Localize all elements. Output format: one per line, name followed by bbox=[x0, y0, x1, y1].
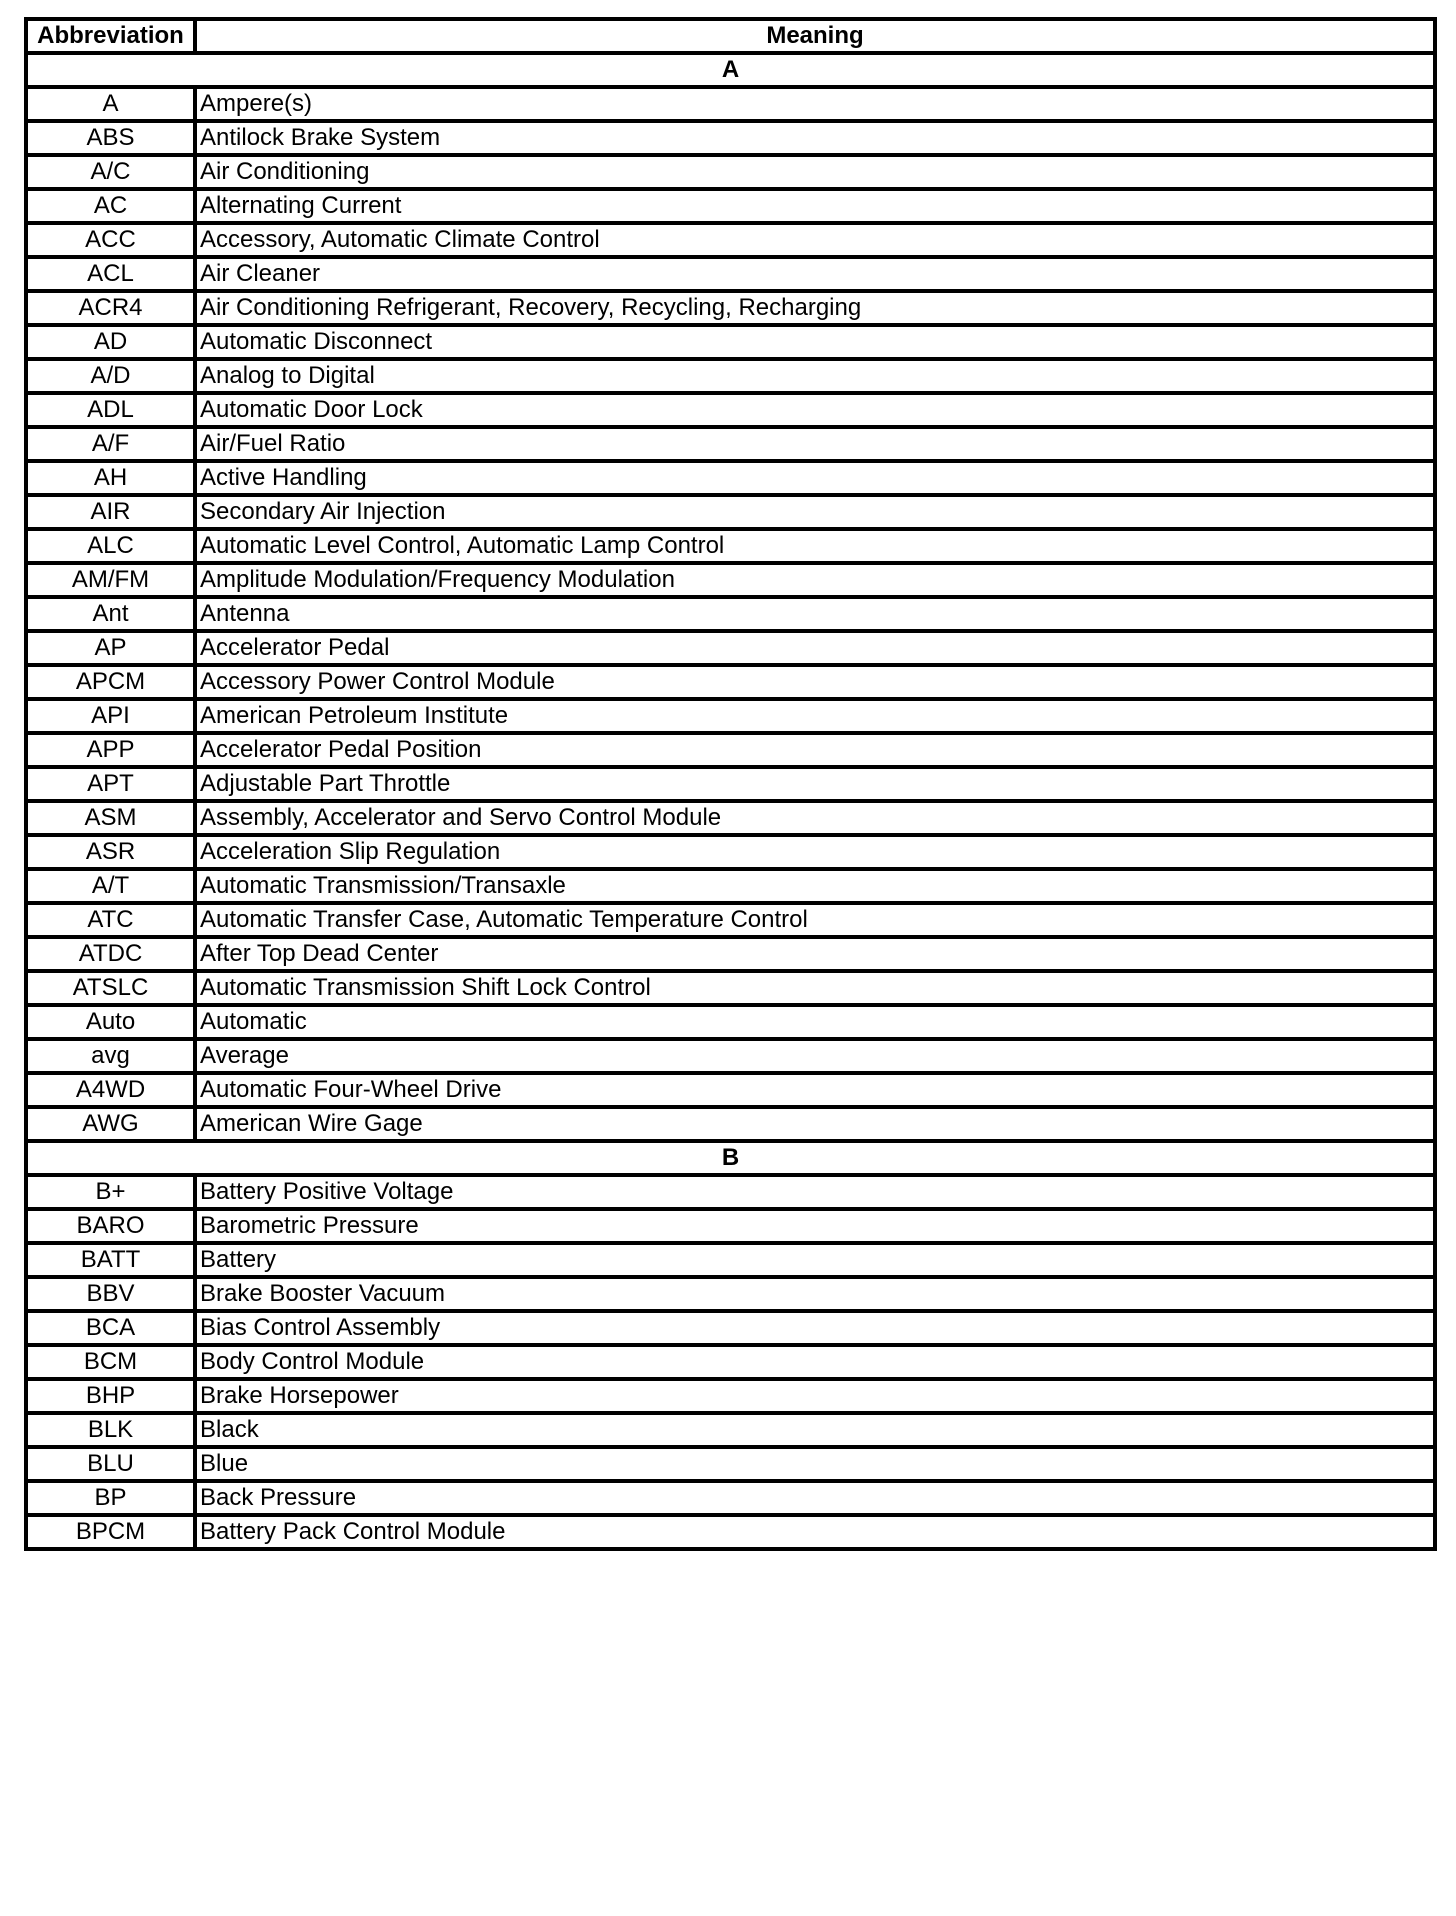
table-row bbox=[26, 937, 1435, 971]
meaning-cell: Automatic Door Lock bbox=[195, 393, 1435, 427]
table-row bbox=[26, 1243, 1435, 1277]
abbreviation-cell: AIR bbox=[26, 495, 195, 529]
table-row bbox=[26, 1107, 1435, 1141]
meaning-cell: Black bbox=[195, 1413, 1435, 1447]
abbreviation-cell: BP bbox=[26, 1481, 195, 1515]
abbreviation-cell: A/C bbox=[26, 155, 195, 189]
table-row bbox=[26, 971, 1435, 1005]
abbreviation-cell: BARO bbox=[26, 1209, 195, 1243]
abbreviation-cell: API bbox=[26, 699, 195, 733]
abbreviation-cell: BATT bbox=[26, 1243, 195, 1277]
table-row bbox=[26, 1073, 1435, 1107]
meaning-cell: Back Pressure bbox=[195, 1481, 1435, 1515]
abbreviation-cell: APCM bbox=[26, 665, 195, 699]
meaning-cell: Alternating Current bbox=[195, 189, 1435, 223]
abbreviation-cell: BPCM bbox=[26, 1515, 195, 1549]
meaning-cell: American Wire Gage bbox=[195, 1107, 1435, 1141]
meaning-cell: Assembly, Accelerator and Servo Control Module bbox=[195, 801, 1435, 835]
meaning-cell: Accessory, Automatic Climate Control bbox=[195, 223, 1435, 257]
table-row bbox=[26, 155, 1435, 189]
abbreviation-cell: ACC bbox=[26, 223, 195, 257]
meaning-cell: Air Cleaner bbox=[195, 257, 1435, 291]
table-row bbox=[26, 495, 1435, 529]
abbreviation-cell: BCM bbox=[26, 1345, 195, 1379]
abbreviation-cell: A/T bbox=[26, 869, 195, 903]
table-row bbox=[26, 903, 1435, 937]
table-row bbox=[26, 1413, 1435, 1447]
table-row bbox=[26, 223, 1435, 257]
header-row bbox=[26, 19, 1435, 53]
meaning-cell: Acceleration Slip Regulation bbox=[195, 835, 1435, 869]
section-row-a bbox=[26, 53, 1435, 87]
meaning-cell: Amplitude Modulation/Frequency Modulation bbox=[195, 563, 1435, 597]
table-row bbox=[26, 563, 1435, 597]
table-row bbox=[26, 121, 1435, 155]
abbreviation-cell: B+ bbox=[26, 1175, 195, 1209]
table-row bbox=[26, 427, 1435, 461]
header-meaning: Meaning bbox=[195, 19, 1435, 53]
table-row bbox=[26, 665, 1435, 699]
table-row bbox=[26, 1515, 1435, 1549]
table-row bbox=[26, 87, 1435, 121]
meaning-cell: Automatic Disconnect bbox=[195, 325, 1435, 359]
meaning-cell: Analog to Digital bbox=[195, 359, 1435, 393]
abbreviation-cell: BLU bbox=[26, 1447, 195, 1481]
meaning-cell: Battery Positive Voltage bbox=[195, 1175, 1435, 1209]
table-row bbox=[26, 1447, 1435, 1481]
abbreviation-cell: ACL bbox=[26, 257, 195, 291]
meaning-cell: Air Conditioning Refrigerant, Recovery, Recycling, Recharging bbox=[195, 291, 1435, 325]
abbreviation-cell: ALC bbox=[26, 529, 195, 563]
abbreviation-cell: BBV bbox=[26, 1277, 195, 1311]
table-row bbox=[26, 597, 1435, 631]
meaning-cell: After Top Dead Center bbox=[195, 937, 1435, 971]
table-row bbox=[26, 733, 1435, 767]
abbreviation-cell: APT bbox=[26, 767, 195, 801]
table-row bbox=[26, 1039, 1435, 1073]
abbreviation-cell: A bbox=[26, 87, 195, 121]
section-heading: B bbox=[26, 1141, 1435, 1175]
abbreviation-cell: ASR bbox=[26, 835, 195, 869]
table-row bbox=[26, 393, 1435, 427]
abbreviation-cell: ATDC bbox=[26, 937, 195, 971]
table-body bbox=[26, 53, 1435, 1549]
abbreviation-cell: Ant bbox=[26, 597, 195, 631]
abbreviation-cell: AD bbox=[26, 325, 195, 359]
abbreviation-cell: ABS bbox=[26, 121, 195, 155]
meaning-cell: Secondary Air Injection bbox=[195, 495, 1435, 529]
abbreviation-cell: AC bbox=[26, 189, 195, 223]
header-abbreviation: Abbreviation bbox=[26, 19, 195, 53]
abbreviation-cell: BLK bbox=[26, 1413, 195, 1447]
table-row bbox=[26, 461, 1435, 495]
table-row bbox=[26, 325, 1435, 359]
meaning-cell: Accessory Power Control Module bbox=[195, 665, 1435, 699]
table-row bbox=[26, 257, 1435, 291]
abbreviation-cell: ATSLC bbox=[26, 971, 195, 1005]
meaning-cell: Ampere(s) bbox=[195, 87, 1435, 121]
meaning-cell: Automatic Transfer Case, Automatic Temperature Control bbox=[195, 903, 1435, 937]
meaning-cell: American Petroleum Institute bbox=[195, 699, 1435, 733]
meaning-cell: Antilock Brake System bbox=[195, 121, 1435, 155]
table-row bbox=[26, 869, 1435, 903]
abbreviation-cell: A4WD bbox=[26, 1073, 195, 1107]
table-row bbox=[26, 1277, 1435, 1311]
meaning-cell: Adjustable Part Throttle bbox=[195, 767, 1435, 801]
table-row bbox=[26, 1175, 1435, 1209]
table-row bbox=[26, 189, 1435, 223]
meaning-cell: Accelerator Pedal Position bbox=[195, 733, 1435, 767]
table-row bbox=[26, 835, 1435, 869]
abbreviation-cell: AH bbox=[26, 461, 195, 495]
table-row bbox=[26, 767, 1435, 801]
table-row bbox=[26, 291, 1435, 325]
table-row bbox=[26, 1005, 1435, 1039]
abbreviation-cell: A/F bbox=[26, 427, 195, 461]
table-row bbox=[26, 529, 1435, 563]
table-row bbox=[26, 801, 1435, 835]
table-row bbox=[26, 359, 1435, 393]
meaning-cell: Barometric Pressure bbox=[195, 1209, 1435, 1243]
abbreviation-cell: BCA bbox=[26, 1311, 195, 1345]
table-row bbox=[26, 699, 1435, 733]
section-row-b bbox=[26, 1141, 1435, 1175]
abbreviation-cell: BHP bbox=[26, 1379, 195, 1413]
section-heading: A bbox=[26, 53, 1435, 87]
abbreviation-cell: AM/FM bbox=[26, 563, 195, 597]
meaning-cell: Average bbox=[195, 1039, 1435, 1073]
abbreviation-cell: APP bbox=[26, 733, 195, 767]
meaning-cell: Automatic Four-Wheel Drive bbox=[195, 1073, 1435, 1107]
meaning-cell: Battery bbox=[195, 1243, 1435, 1277]
meaning-cell: Automatic Transmission/Transaxle bbox=[195, 869, 1435, 903]
table-row bbox=[26, 1209, 1435, 1243]
abbreviation-cell: Auto bbox=[26, 1005, 195, 1039]
abbreviation-cell: A/D bbox=[26, 359, 195, 393]
table-row bbox=[26, 1481, 1435, 1515]
table-row bbox=[26, 1345, 1435, 1379]
meaning-cell: Antenna bbox=[195, 597, 1435, 631]
meaning-cell: Accelerator Pedal bbox=[195, 631, 1435, 665]
abbreviation-cell: ATC bbox=[26, 903, 195, 937]
meaning-cell: Automatic Transmission Shift Lock Control bbox=[195, 971, 1435, 1005]
meaning-cell: Battery Pack Control Module bbox=[195, 1515, 1435, 1549]
meaning-cell: Automatic Level Control, Automatic Lamp Control bbox=[195, 529, 1435, 563]
abbreviation-cell: AWG bbox=[26, 1107, 195, 1141]
table-row bbox=[26, 1311, 1435, 1345]
abbreviation-table bbox=[24, 17, 1437, 1551]
meaning-cell: Automatic bbox=[195, 1005, 1435, 1039]
meaning-cell: Bias Control Assembly bbox=[195, 1311, 1435, 1345]
meaning-cell: Brake Booster Vacuum bbox=[195, 1277, 1435, 1311]
meaning-cell: Air/Fuel Ratio bbox=[195, 427, 1435, 461]
abbreviation-cell: ADL bbox=[26, 393, 195, 427]
meaning-cell: Brake Horsepower bbox=[195, 1379, 1435, 1413]
meaning-cell: Active Handling bbox=[195, 461, 1435, 495]
abbreviation-cell: avg bbox=[26, 1039, 195, 1073]
table-row bbox=[26, 1379, 1435, 1413]
meaning-cell: Blue bbox=[195, 1447, 1435, 1481]
meaning-cell: Body Control Module bbox=[195, 1345, 1435, 1379]
meaning-cell: Air Conditioning bbox=[195, 155, 1435, 189]
table-row bbox=[26, 631, 1435, 665]
abbreviation-cell: ACR4 bbox=[26, 291, 195, 325]
abbreviation-cell: AP bbox=[26, 631, 195, 665]
abbreviation-cell: ASM bbox=[26, 801, 195, 835]
